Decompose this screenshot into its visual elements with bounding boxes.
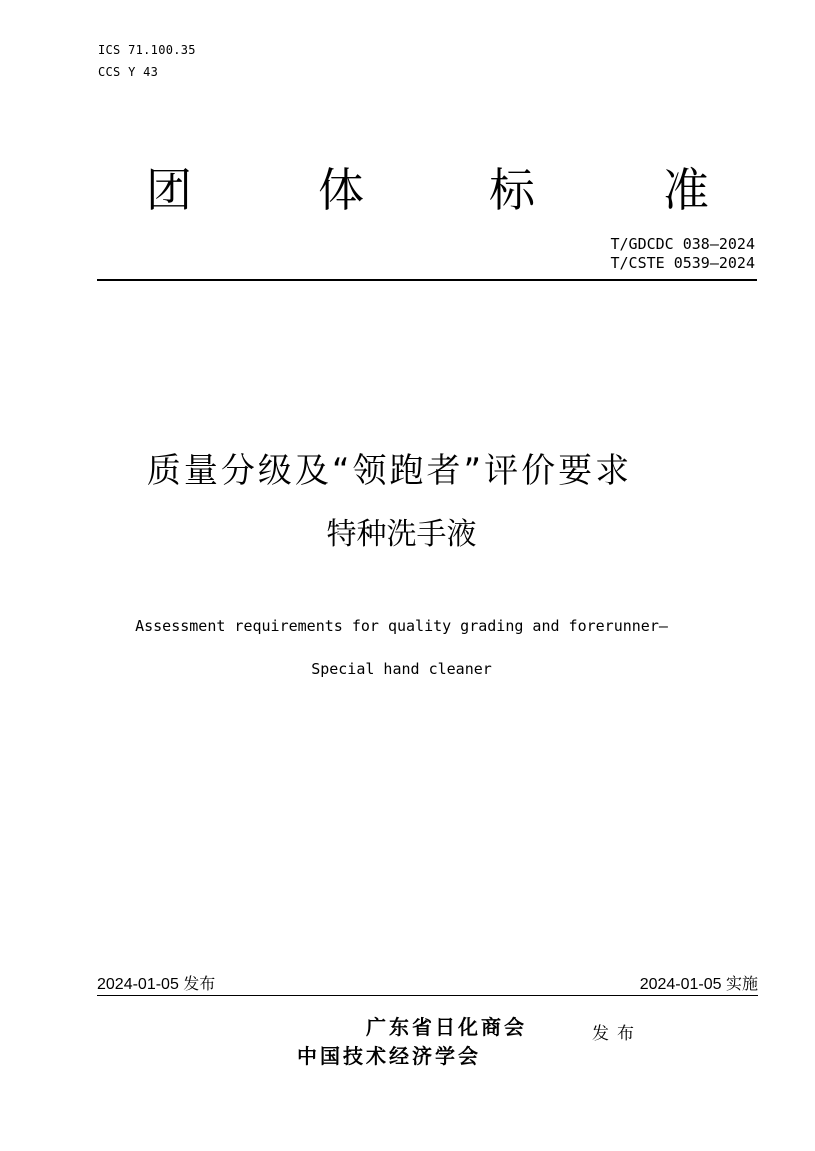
standard-type-char-1: 团 [146, 163, 192, 217]
english-title-line-1: Assessment requirements for quality grading and forerunner— [135, 617, 668, 635]
publish-label: 发布 [592, 1024, 642, 1044]
standard-type-char-2: 体 [318, 163, 364, 217]
issuer-organization-1: 广东省日化商会 [366, 1015, 527, 1039]
chinese-title-line-2: 特种洗手液 [326, 517, 477, 552]
standard-type-char-4: 准 [663, 163, 709, 217]
ics-code: ICS 71.100.35 [98, 43, 196, 57]
footer-divider [97, 995, 758, 996]
implementation-date: 2024-01-05 实施 [639, 976, 758, 993]
english-title-line-2: Special hand cleaner [311, 660, 492, 678]
release-date: 2024-01-05 发布 [97, 976, 216, 993]
issuer-organization-2: 中国技术经济学会 [297, 1044, 481, 1068]
standard-code-2: T/CSTE 0539—2024 [610, 254, 755, 272]
header-divider [97, 279, 757, 281]
ccs-code: CCS Y 43 [98, 65, 159, 79]
standard-code-1: T/GDCDC 038—2024 [610, 235, 755, 253]
standard-type-char-3: 标 [489, 163, 535, 217]
chinese-title-line-1: 质量分级及“领跑者”评价要求 [146, 451, 633, 491]
